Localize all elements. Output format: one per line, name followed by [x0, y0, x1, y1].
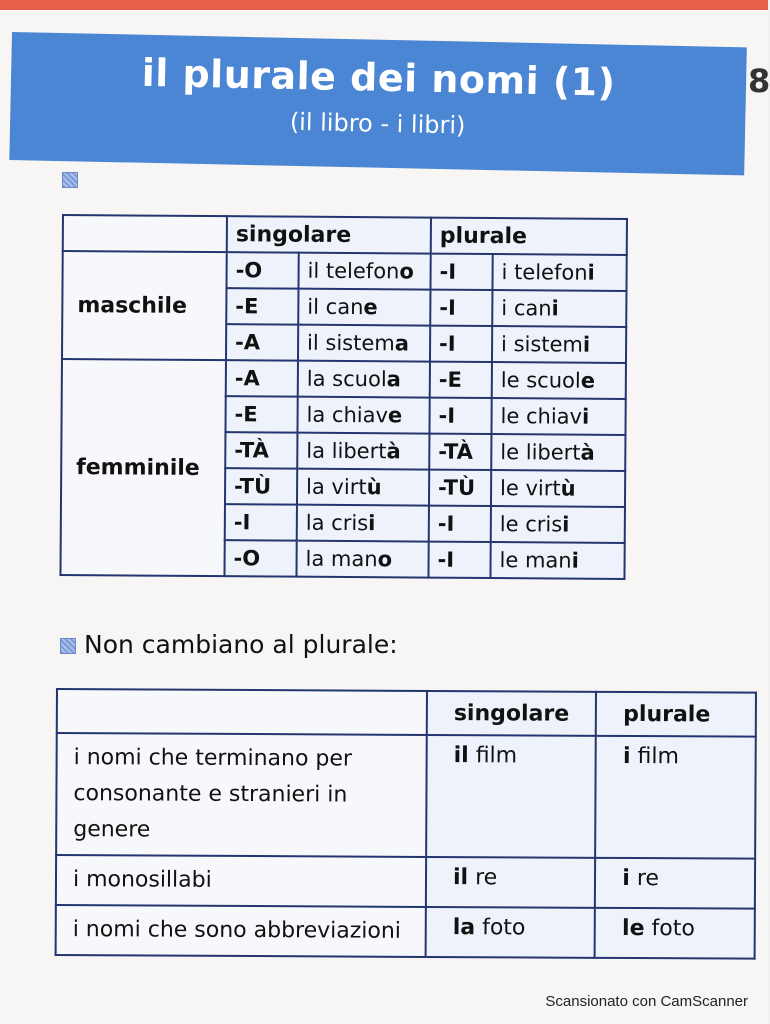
example-ending: à — [580, 440, 595, 465]
page-subtitle: (il libro - i libri) — [289, 107, 466, 140]
example-stem: le chiav — [500, 404, 583, 429]
header-singular: singolare — [227, 216, 431, 253]
plural-example — [492, 326, 626, 363]
example-stem: il telefon — [307, 258, 400, 284]
example-ending: i — [582, 332, 591, 357]
example-stem: la cris — [305, 510, 369, 536]
plural-ending: -I — [430, 326, 492, 362]
example-stem: il sistem — [307, 330, 395, 356]
article: le — [622, 915, 645, 942]
singular-example — [297, 397, 429, 434]
example-ending: a — [394, 331, 410, 356]
example-ending: a — [386, 367, 401, 392]
empty-header-cell — [63, 215, 227, 252]
example-stem: le libert — [500, 440, 581, 465]
scanner-watermark: Scansionato con CamScanner — [545, 993, 748, 1010]
example-stem: le man — [499, 548, 572, 573]
gender-label: femminile — [60, 359, 226, 576]
table-header-row — [63, 215, 627, 255]
singular-example — [298, 361, 430, 398]
article: il — [452, 865, 469, 891]
noun: re — [468, 865, 498, 891]
singular-ending: -A — [226, 324, 298, 361]
example-stem: le virt — [500, 476, 561, 501]
article: i — [622, 743, 631, 770]
example-ending: i — [368, 511, 376, 536]
plural-example — [492, 290, 626, 327]
plural-example — [595, 736, 756, 859]
example-stem: i sistem — [501, 332, 584, 357]
noun: foto — [644, 916, 695, 942]
example-stem: il can — [307, 294, 364, 320]
example-ending: ù — [366, 475, 382, 500]
plural-example — [595, 908, 755, 959]
example-stem: la libert — [306, 438, 387, 464]
example-stem: la man — [305, 546, 378, 572]
example-stem: i telefon — [501, 260, 588, 285]
example-ending: i — [587, 260, 595, 285]
example-stem: le cris — [499, 512, 563, 537]
textbook-page — [0, 10, 768, 1024]
page-number-fragment: 8 — [748, 62, 770, 100]
article: la — [452, 915, 476, 941]
singular-example — [298, 253, 430, 290]
example-ending: o — [377, 547, 393, 572]
table-row — [56, 905, 756, 959]
example-ending: ù — [560, 476, 576, 501]
singular-example — [296, 541, 428, 578]
singular-ending: -A — [226, 360, 298, 397]
plural-example — [491, 470, 625, 507]
plural-example — [491, 434, 625, 471]
table-row — [62, 359, 626, 399]
table-row — [56, 733, 756, 859]
table-row — [56, 855, 756, 909]
plural-ending: -E — [430, 362, 492, 398]
singular-ending: -O — [226, 252, 298, 289]
example-ending: i — [571, 548, 579, 573]
noun: re — [629, 866, 660, 892]
singular-ending: -E — [226, 288, 298, 325]
plural-ending: -I — [429, 398, 491, 434]
singular-example — [298, 289, 430, 326]
header-singular: singolare — [427, 691, 597, 736]
title-banner — [9, 32, 747, 175]
section-heading: Non cambiano al plurale: — [84, 630, 398, 659]
noun: foto — [475, 915, 526, 941]
singular-example — [426, 735, 596, 858]
empty-header-cell — [57, 689, 427, 735]
singular-ending: -I — [225, 504, 297, 541]
article: i — [622, 865, 630, 892]
example-ending: e — [363, 295, 378, 320]
example-ending: o — [399, 259, 414, 284]
example-stem: i can — [501, 296, 552, 321]
example-ending: à — [386, 439, 401, 464]
article: il — [453, 743, 469, 769]
example-stem: la chiav — [306, 402, 389, 428]
plural-example — [595, 858, 755, 909]
invariable-nouns-table — [55, 688, 758, 960]
singular-ending: -TÀ — [225, 432, 297, 469]
gender-label: maschile — [62, 251, 227, 360]
example-ending: i — [562, 512, 570, 537]
plural-example — [492, 362, 626, 399]
plural-ending: -TÀ — [429, 434, 491, 470]
plural-ending: -TÙ — [429, 470, 491, 506]
singular-ending: -E — [225, 396, 297, 433]
singular-example — [297, 469, 429, 506]
singular-example — [297, 505, 429, 542]
rule-description: i nomi che terminano per consonante e stranieri in genere — [56, 733, 427, 857]
singular-example — [297, 433, 429, 470]
page-title: il plurale dei nomi (1) — [141, 50, 616, 105]
example-ending: e — [580, 368, 596, 393]
plural-example — [492, 254, 626, 291]
example-ending: i — [581, 404, 590, 429]
page-edge — [0, 0, 768, 10]
example-ending: e — [387, 403, 403, 428]
rule-description: i monosillabi — [56, 855, 426, 907]
example-ending: i — [551, 296, 559, 321]
plural-ending: -I — [430, 254, 492, 290]
plural-ending: -I — [430, 290, 492, 326]
example-stem: la virt — [306, 474, 367, 500]
table-row — [62, 251, 626, 291]
square-bullet-icon — [62, 172, 78, 188]
noun: film — [630, 744, 679, 770]
header-plural: plurale — [596, 692, 756, 737]
plural-example — [491, 398, 625, 435]
singular-example — [298, 325, 430, 362]
singular-ending: -TÙ — [225, 468, 297, 505]
plural-ending: -I — [428, 542, 490, 578]
plural-example — [490, 542, 624, 579]
plural-endings-table — [59, 214, 628, 580]
header-plural: plurale — [431, 218, 627, 255]
plural-example — [491, 506, 625, 543]
square-bullet-icon — [60, 638, 76, 654]
noun: film — [468, 743, 518, 769]
table-header-row — [57, 689, 757, 737]
singular-ending: -O — [224, 540, 296, 577]
singular-example — [426, 907, 596, 958]
singular-example — [426, 857, 596, 908]
example-stem: la scuol — [306, 366, 387, 392]
rule-description: i nomi che sono abbreviazioni — [56, 905, 426, 957]
example-stem: le scuol — [500, 368, 581, 393]
plural-ending: -I — [429, 506, 491, 542]
